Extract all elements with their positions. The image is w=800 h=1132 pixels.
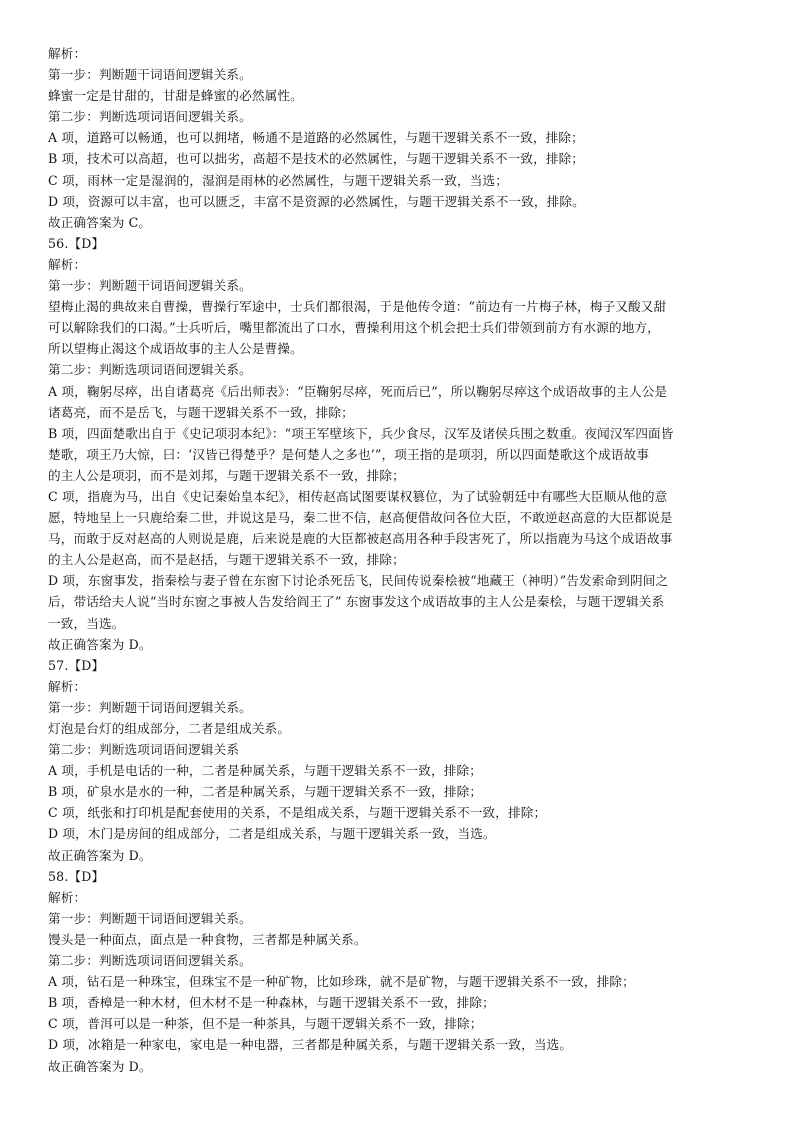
text-line: 所以望梅止渴这个成语故事的主人公是曹操。 <box>48 341 303 357</box>
text-line: D 项，资源可以丰富，也可以匮乏，丰富不是资源的必然属性，与题干逻辑关系不一致，排除。 <box>48 193 585 209</box>
text-line: B 项，技术可以高超，也可以拙劣，高超不是技术的必然属性，与题干逻辑关系不一致，排除； <box>48 151 585 167</box>
text-line: 解析： <box>48 678 87 694</box>
text-line: 第二步：判断选项词语间逻辑关系。 <box>48 109 252 125</box>
text-line: 后，带话给夫人说“当时东窗之事被人告发给阎王了” 东窗事发这个成语故事的主人公是秦桧，与题干逻辑关系 <box>48 594 665 610</box>
text-line: 解析： <box>48 889 87 905</box>
text-line: 第一步：判断题干词语间逻辑关系。 <box>48 910 252 926</box>
text-line: 灯泡是台灯的组成部分，二者是组成关系。 <box>48 721 291 736</box>
text-line: 第二步：判断选项词语间逻辑关系。 <box>48 953 252 969</box>
text-line: 58.【D】 <box>48 868 105 884</box>
text-line: 蜂蜜一定是甘甜的，甘甜是蜂蜜的必然属性。 <box>48 88 303 104</box>
text-line: 第二步：判断选项词语间逻辑关系。 <box>48 362 252 378</box>
text-line: C 项，普洱可以是一种茶，但不是一种茶具，与题干逻辑关系不一致，排除； <box>48 1016 483 1032</box>
text-line: 一致，当选。 <box>48 615 125 631</box>
text-line: 楚歌，项王乃大惊，曰：‘汉皆已得楚乎？是何楚人之多也’”，项王指的是项羽，所以四面楚歌这个成语故事 <box>48 446 650 462</box>
text-line: D 项，木门是房间的组成部分，二者是组成关系，与题干逻辑关系一致，当选。 <box>48 826 496 842</box>
text-line: A 项，钻石是一种珠宝，但珠宝不是一种矿物，比如珍珠，就不是矿物，与题干逻辑关系不一致，排除； <box>48 974 635 990</box>
text-line: B 项，香樟是一种木材，但木材不是一种森林，与题干逻辑关系不一致，排除； <box>48 995 495 1011</box>
text-line: 的主人公是赵高，而不是赵括，与题干逻辑关系不一致，排除； <box>48 552 405 568</box>
text-line: D 项，东窗事发，指秦桧与妻子曾在东窗下讨论杀死岳飞，民间传说秦桧被“地藏王（神明）”告发索命到阴间之 <box>48 573 669 589</box>
text-line: 解析： <box>48 46 87 61</box>
text-line: 诸葛亮，而不是岳飞，与题干逻辑关系不一致，排除； <box>48 404 354 420</box>
text-line: 故正确答案为 D。 <box>48 847 152 863</box>
text-line: 的主人公是项羽，而不是刘邦，与题干逻辑关系不一致，排除； <box>48 467 405 483</box>
text-line: 故正确答案为 D。 <box>48 636 152 652</box>
text-line: C 项，指鹿为马，出自《史记秦始皇本纪》，相传赵高试图要谋权篡位，为了试验朝廷中有哪些大臣顺从他的意 <box>48 488 668 504</box>
text-line: 第一步：判断题干词语间逻辑关系。 <box>48 699 252 715</box>
text-line: 愿，特地呈上一只鹿给秦二世，并说这是马，秦二世不信，赵高便借故问各位大臣，不敢逆赵高意的大臣都说是 <box>48 510 673 526</box>
text-line: 第一步：判断题干词语间逻辑关系。 <box>48 67 252 83</box>
text-line: C 项，雨林一定是湿润的，湿润是雨林的必然属性，与题干逻辑关系一致，当选； <box>48 172 508 188</box>
text-line: 56.【D】 <box>48 235 105 251</box>
text-line: 解析： <box>48 256 87 272</box>
text-line: 57.【D】 <box>48 657 105 673</box>
text-line: 马，而敢于反对赵高的人则说是鹿，后来说是鹿的大臣都被赵高用各种手段害死了，所以指鹿为马这个成语故事 <box>48 531 673 547</box>
text-line: 望梅止渴的典故来自曹操，曹操行军途中，士兵们都很渴，于是他传令道：“前边有一片梅子林，梅子又酸又甜 <box>48 299 667 315</box>
document-page <box>48 43 768 1077</box>
text-line: B 项，四面楚歌出自于《史记项羽本纪》：“项王军壁垓下，兵少食尽，汉军及诸侯兵围之数重。夜闻汉军四面皆 <box>48 425 674 441</box>
text-line: 第一步：判断题干词语间逻辑关系。 <box>48 278 252 294</box>
text-line: 故正确答案为 C。 <box>48 214 152 230</box>
text-line: A 项，手机是电话的一种，二者是种属关系，与题干逻辑关系不一致，排除； <box>48 763 482 779</box>
text-line: 馒头是一种面点，面点是一种食物，三者都是种属关系。 <box>48 931 367 947</box>
text-line: 可以解除我们的口渴。”士兵听后，嘴里都流出了口水，曹操利用这个机会把士兵们带领到前方有水源的地方， <box>48 320 660 336</box>
text-line: B 项，矿泉水是水的一种，二者是种属关系，与题干逻辑关系不一致，排除； <box>48 784 483 800</box>
text-line: A 项，道路可以畅通，也可以拥堵，畅通不是道路的必然属性，与题干逻辑关系不一致，排除； <box>48 130 584 146</box>
text-line: 故正确答案为 D。 <box>48 1058 152 1074</box>
text-line: A 项，鞠躬尽瘁，出自诸葛亮《后出师表》：“臣鞠躬尽瘁，死而后已”，所以鞠躬尽瘁这个成语故事的主人公是 <box>48 383 668 399</box>
text-line: D 项，冰箱是一种家电，家电是一种电器，三者都是种属关系，与题干逻辑关系一致，当选。 <box>48 1037 573 1053</box>
text-line: C 项，纸张和打印机是配套使用的关系，不是组成关系，与题干逻辑关系不一致，排除； <box>48 805 547 821</box>
text-line: 第二步：判断选项词语间逻辑关系 <box>48 742 240 758</box>
